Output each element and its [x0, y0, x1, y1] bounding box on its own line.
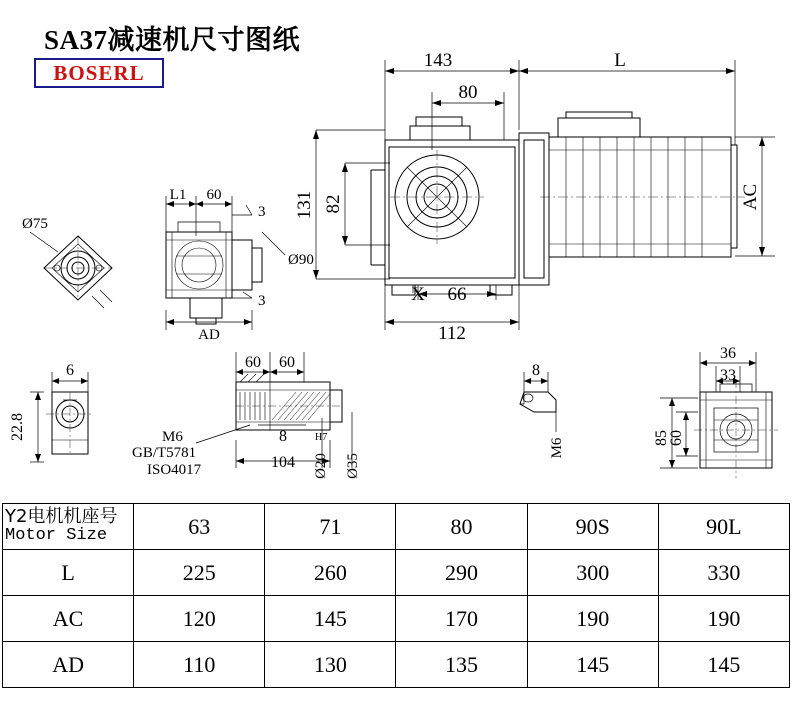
- cell-AD-90s: 145: [527, 642, 658, 688]
- row-label-AC: AC: [3, 596, 134, 642]
- dim-80: 80: [458, 82, 478, 103]
- dim-66: 66: [447, 284, 467, 305]
- standard-gb: GB/T5781: [132, 445, 197, 461]
- header-size-63: 63: [134, 504, 265, 550]
- dim-85: 85: [653, 430, 670, 446]
- header-motor-size: [3, 504, 134, 550]
- row-label-AD: AD: [3, 642, 134, 688]
- table-header-row: [3, 504, 790, 550]
- dim-d90: Ø90: [288, 252, 314, 268]
- dim-L: L: [614, 50, 626, 71]
- motor-size-table: [2, 503, 790, 688]
- cell-L-80: 290: [396, 550, 527, 596]
- dim-d35: Ø35: [345, 453, 361, 479]
- cell-L-63: 225: [134, 550, 265, 596]
- header-motor-size-en: Motor Size: [5, 526, 108, 546]
- cell-AD-63: 110: [134, 642, 265, 688]
- header-size-71: 71: [265, 504, 396, 550]
- label-X: X: [411, 284, 425, 305]
- dim-60-b: 60: [279, 354, 295, 371]
- thread-M6-shaft: M6: [162, 429, 183, 445]
- cell-AD-90l: 145: [658, 642, 789, 688]
- thread-M6-lug: M6: [549, 437, 565, 459]
- dim-131: 131: [294, 190, 315, 220]
- standard-iso: ISO4017: [147, 462, 202, 478]
- cell-AC-80: 170: [396, 596, 527, 642]
- cell-AC-90l: 190: [658, 596, 789, 642]
- dim-d20H7: Ø20: [313, 453, 329, 479]
- page-title: SA37减速机尺寸图纸: [44, 25, 301, 55]
- dim-60-left-view: 60: [206, 187, 222, 203]
- dim-22-8: 22.8: [9, 413, 26, 441]
- dim-8-shaft: 8: [279, 428, 287, 445]
- dim-82: 82: [323, 194, 344, 214]
- dim-L1: L1: [169, 187, 187, 203]
- dim-3-bottom: 3: [258, 293, 266, 309]
- cell-AC-90s: 190: [527, 596, 658, 642]
- dim-104: 104: [271, 454, 295, 471]
- dim-3-top: 3: [258, 204, 266, 220]
- dim-143: 143: [423, 50, 453, 71]
- row-label-L: L: [3, 550, 134, 596]
- cell-L-90l: 330: [658, 550, 789, 596]
- header-size-90l: 90L: [658, 504, 789, 550]
- header-size-90s: 90S: [527, 504, 658, 550]
- dim-33: 33: [720, 367, 736, 384]
- dim-8-lug: 8: [532, 362, 540, 379]
- header-motor-size-cjk: Y2电机机座号: [5, 506, 118, 528]
- cell-AC-63: 120: [134, 596, 265, 642]
- dim-60-a: 60: [245, 354, 261, 371]
- dim-112: 112: [438, 323, 466, 344]
- cell-L-90s: 300: [527, 550, 658, 596]
- brand-logo-text: BOSERL: [53, 61, 145, 85]
- cell-L-71: 260: [265, 550, 396, 596]
- dim-AC: AC: [740, 183, 761, 211]
- cell-AC-71: 145: [265, 596, 396, 642]
- table-row: [3, 596, 790, 642]
- cell-AD-80: 135: [396, 642, 527, 688]
- dim-d20H7-suffix: H7: [315, 432, 328, 443]
- dim-d75: Ø75: [22, 216, 48, 232]
- header-size-80: 80: [396, 504, 527, 550]
- cell-AD-71: 130: [265, 642, 396, 688]
- dim-6: 6: [66, 362, 74, 379]
- dim-60-right: 60: [668, 430, 685, 446]
- dim-36: 36: [720, 345, 736, 362]
- table-row: [3, 642, 790, 688]
- table-row: [3, 550, 790, 596]
- dim-AD-view: AD: [198, 327, 220, 343]
